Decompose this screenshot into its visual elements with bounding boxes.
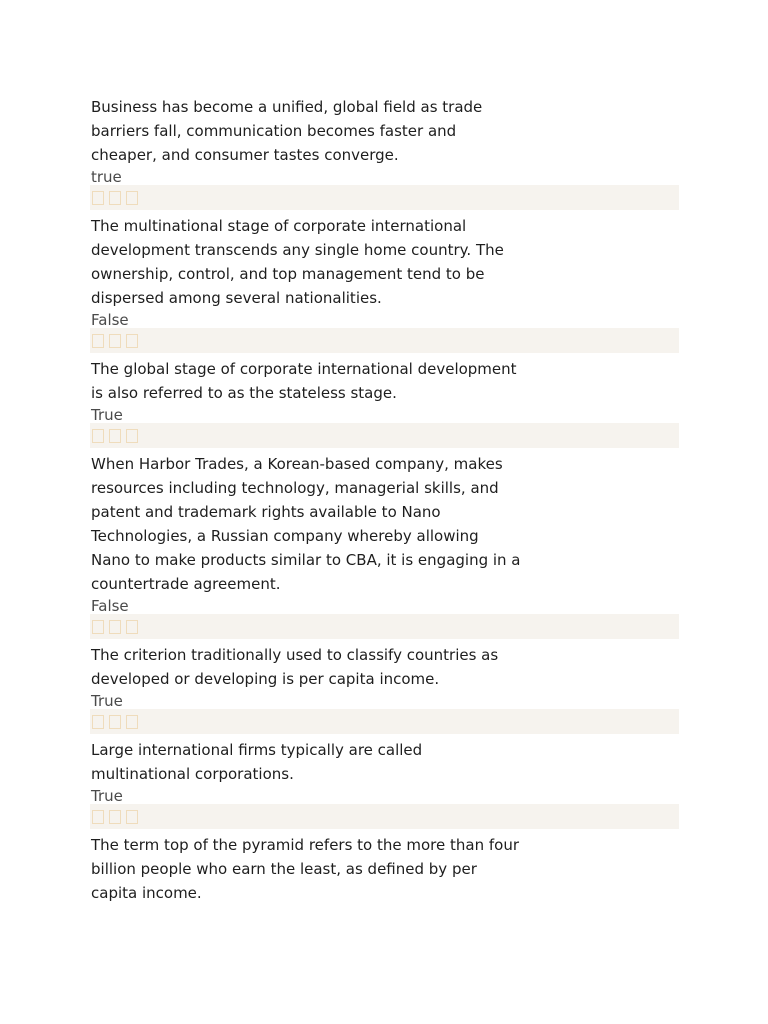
star-icon[interactable]	[109, 429, 121, 443]
qa-item-4	[91, 452, 680, 639]
rating-bar	[90, 423, 679, 448]
question-text: The global stage of corporate international development is also referred to as the stateless stage.	[91, 360, 517, 402]
star-icon[interactable]	[109, 334, 121, 348]
rating-bar	[90, 709, 679, 734]
star-icon[interactable]	[126, 715, 138, 729]
star-icon[interactable]	[109, 620, 121, 634]
answer-text: True	[91, 692, 123, 710]
star-icon[interactable]	[126, 620, 138, 634]
star-icon[interactable]	[92, 715, 104, 729]
qa-item-1	[91, 95, 680, 210]
rating-bar	[90, 185, 679, 210]
question-text: The criterion traditionally used to classify countries as developed or developing is per capita income.	[91, 646, 499, 688]
star-icon[interactable]	[92, 620, 104, 634]
qa-item-6	[91, 738, 680, 829]
qa-item-7	[91, 833, 680, 905]
star-icon[interactable]	[92, 191, 104, 205]
question-text: The term top of the pyramid refers to the more than four billion people who earn the least, as defined by per capita income.	[91, 836, 519, 902]
question-text: Business has become a unified, global field as trade barriers fall, communication becomes faster and cheaper, and consumer tastes converge.	[91, 98, 483, 164]
star-icon[interactable]	[92, 429, 104, 443]
star-icon[interactable]	[126, 429, 138, 443]
question-text: The multinational stage of corporate international development transcends any single home country. The ownership, control, and top management tend to be dispersed among several nationalities.	[91, 217, 504, 307]
document-page	[91, 95, 680, 905]
star-icon[interactable]	[126, 810, 138, 824]
star-icon[interactable]	[109, 191, 121, 205]
answer-text: true	[91, 168, 122, 186]
answer-text: False	[91, 311, 129, 329]
question-text: When Harbor Trades, a Korean-based company, makes resources including technology, managerial skills, and patent and trademark rights available to Nano Technologies, a Russian company whereby allowing Nano to make products similar to CBA, it is engaging in a countertrade agreement.	[91, 455, 521, 593]
qa-item-3	[91, 357, 680, 448]
rating-bar	[90, 614, 679, 639]
rating-bar	[90, 328, 679, 353]
star-icon[interactable]	[92, 334, 104, 348]
question-text: Large international firms typically are called multinational corporations.	[91, 741, 423, 783]
rating-bar	[90, 804, 679, 829]
star-icon[interactable]	[92, 810, 104, 824]
star-icon[interactable]	[109, 715, 121, 729]
answer-text: True	[91, 787, 123, 805]
answer-text: True	[91, 406, 123, 424]
answer-text: False	[91, 597, 129, 615]
star-icon[interactable]	[126, 334, 138, 348]
qa-item-2	[91, 214, 680, 353]
star-icon[interactable]	[126, 191, 138, 205]
star-icon[interactable]	[109, 810, 121, 824]
qa-item-5	[91, 643, 680, 734]
